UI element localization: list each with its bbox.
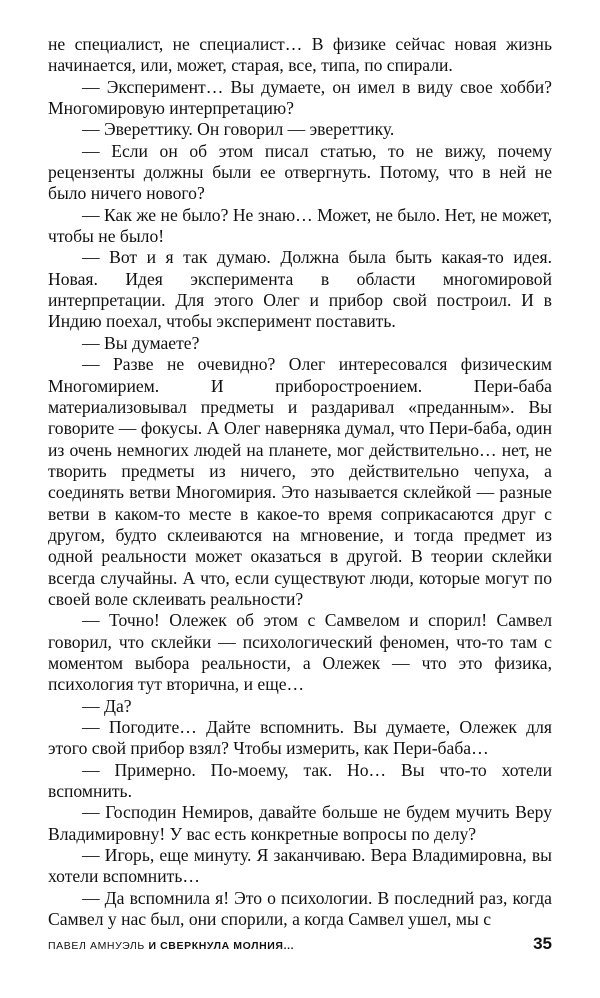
paragraph: — Эксперимент… Вы думаете, он имел в виду свое хобби? Многомировую интерпретацию?	[48, 76, 552, 119]
running-title-author: ПАВЕЛ АМНУЭЛЬ	[48, 940, 145, 952]
page-text	[48, 34, 552, 930]
paragraph: — Разве не очевидно? Олег интересовался физическим Многомирием. И приборостроением. Пери-баба материализовывал предметы и раздаривал «преданным». Вы говорите — фокусы. А Олег наверняка думал, что Пери-баба, один из очень немногих людей на планете, мог действительно… нет, не творить предметы из ничего, это действительно чепуха, а соединять ветви Многомирия. Это называется склейкой — разные ветви в каком-то месте в какое-то время соприкасаются друг с другом, будто склеиваются на мгновение, и тогда предмет из одной реальности может оказаться в другой. В теории склейки всегда случайны. А что, если существуют люди, которые могут по своей воле склеивать реальности?	[48, 354, 552, 609]
page-number: 35	[533, 934, 552, 953]
paragraph: — Да вспомнила я! Это о психологии. В последний раз, когда Самвел у нас был, они спорили, а когда Самвел ушел, мы с	[48, 887, 552, 930]
paragraph: — Как же не было? Не знаю… Может, не было. Нет, не может, чтобы не было!	[48, 204, 552, 247]
paragraph: — Игорь, еще минуту. Я заканчиваю. Вера Владимировна, вы хотели вспомнить…	[48, 845, 552, 887]
paragraph: — Господин Немиров, давайте больше не будем мучить Веру Владимировну! У вас есть конкретные вопросы по делу?	[48, 802, 552, 844]
paragraph: — Если он об этом писал статью, то не вижу, почему рецензенты должны были ее отвергнуть. Потому, что в ней не было ничего нового?	[48, 140, 552, 204]
running-title	[48, 940, 294, 952]
paragraph: — Вы думаете?	[82, 332, 200, 353]
paragraph: — Эвереттику. Он говорил — эвереттику.	[82, 119, 395, 140]
paragraph: не специалист, не специалист… В физике сейчас новая жизнь начинается, или, может, старая, все, типа, по спирали.	[48, 34, 552, 76]
paragraph: — Погодите… Дайте вспомнить. Вы думаете, Олежек для этого свой прибор взял? Чтобы измерить, как Пери-баба…	[48, 717, 552, 759]
paragraph: — Примерно. По-моему, так. Но… Вы что-то хотели вспомнить.	[48, 759, 552, 802]
running-title-book: И СВЕРКНУЛА МОЛНИЯ...	[148, 940, 295, 952]
paragraph: — Точно! Олежек об этом с Самвелом и спорил! Самвел говорил, что склейки — психологический феномен, что-то там с моментом выбора реальности, а Олежек — что это физика, психология тут вторична, и еще…	[48, 610, 552, 695]
paragraph: — Вот и я так думаю. Должна была быть какая-то идея. Новая. Идея эксперимента в области многомировой интерпретации. Для этого Олег и прибор свой построил. И в Индию поехал, чтобы эксперимент поставить.	[48, 247, 552, 332]
page-footer	[48, 930, 552, 954]
paragraph: — Да?	[82, 695, 132, 716]
